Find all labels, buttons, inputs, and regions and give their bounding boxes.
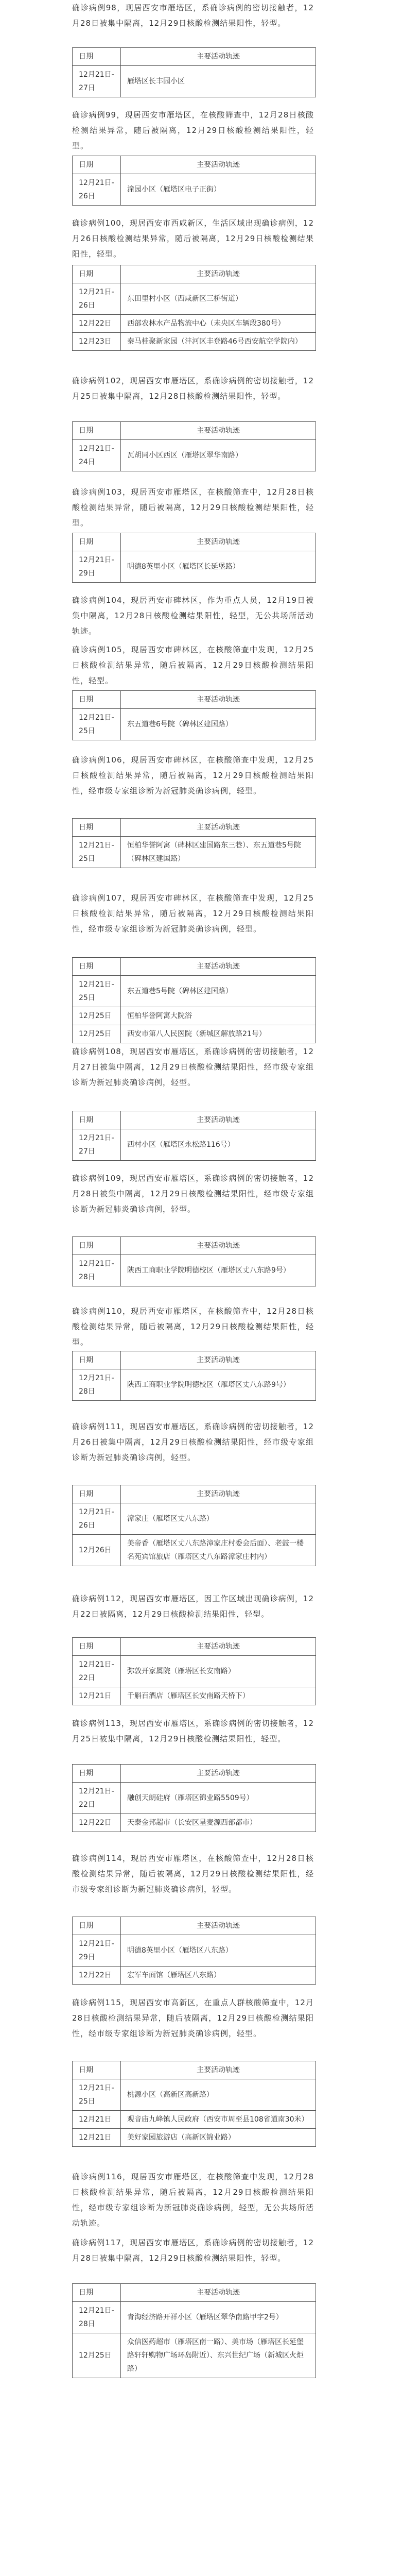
trajectory-table [72,47,316,97]
table-header-row [73,422,316,440]
date-cell: 12月21日 [73,1687,121,1705]
date-cell: 12月25日 [73,1007,121,1025]
case-paragraph: 确诊病例99，现居西安市雁塔区，在核酸筛查中，12月28日核酸检测结果异常，随后被隔离，12月29日核酸检测结果阳性，轻型。 [72,110,314,150]
location-cell: 恒柏华誉阿寓（碑林区建国路东三巷）、东五道巷5号院（碑林区建国路） [121,837,316,868]
header-trajectory: 主要活动轨迹 [121,691,316,709]
location-cell: 明德8英里小区（雁塔区八东路） [121,1935,316,1967]
table-row [73,1369,316,1401]
header-date: 日期 [73,156,121,174]
table-row [73,709,316,740]
trajectory-table [72,1764,316,1832]
date-cell: 12月21日-25日 [73,709,121,740]
case-paragraph: 确诊病例110，现居西安市雁塔区，在核酸筛查中，12月28日核酸检测结果异常，随后被隔离，12月29日核酸检测结果阳性，轻型。 [72,1307,314,1347]
date-cell: 12月21日-22日 [73,1656,121,1687]
trajectory-table [72,533,316,583]
location-cell: 东五道巷5号院（碑林区建国路） [121,976,316,1007]
location-cell: 桃源小区（高新区高新路） [121,2079,316,2111]
header-trajectory: 主要活动轨迹 [121,156,316,174]
table-row [73,2129,316,2147]
table-header-row [73,2061,316,2079]
table-header-row [73,691,316,709]
location-cell: 恒柏华誉阿寓大院浴 [121,1007,316,1025]
date-cell: 12月21日-27日 [73,1129,121,1161]
trajectory-table [72,2283,316,2378]
header-date: 日期 [73,48,121,66]
table-header-row [73,2284,316,2302]
trajectory-table [72,1917,316,1985]
trajectory-table [72,1485,316,1566]
case-paragraph: 确诊病例116，现居西安市雁塔区，在核酸筛查中发现，12月28日核酸检测结果异常，随后被隔离，12月29日核酸检测结果阳性，经市级专家组诊断为新冠肺炎确诊病例，轻型，无公共场所活动轨迹。 [72,2172,314,2228]
date-cell: 12月21日-27日 [73,66,121,97]
table-header-row [73,1351,316,1369]
date-cell: 12月21日-26日 [73,1503,121,1535]
header-trajectory: 主要活动轨迹 [121,533,316,551]
header-date: 日期 [73,1485,121,1503]
table-row [73,551,316,583]
table-header-row [73,1111,316,1129]
date-cell: 12月21日-24日 [73,440,121,471]
table-header-row [73,265,316,283]
header-date: 日期 [73,691,121,709]
location-cell: 陕西工商职业学院明德校区（雁塔区丈八东路9号） [121,1255,316,1286]
table-row [73,1783,316,1814]
location-cell: 弥敦开家属院（雁塔区长安南路） [121,1656,316,1687]
header-date: 日期 [73,1351,121,1369]
table-header-row [73,1917,316,1935]
date-cell: 12月25日 [73,1025,121,1043]
trajectory-table [72,1351,316,1401]
table-header-row [73,1485,316,1503]
header-trajectory: 主要活动轨迹 [121,1917,316,1935]
location-cell: 陕西工商职业学院明德校区（雁塔区丈八东路9号） [121,1369,316,1401]
date-cell: 12月22日 [73,1967,121,1985]
date-cell: 12月25日 [73,2333,121,2378]
header-date: 日期 [73,422,121,440]
header-trajectory: 主要活动轨迹 [121,1765,316,1783]
date-cell: 12月21日-25日 [73,976,121,1007]
trajectory-table [72,265,316,351]
location-cell: 美好家园旅游店（高新区锦业路） [121,2129,316,2147]
date-cell: 12月21日 [73,2111,121,2129]
header-date: 日期 [73,1917,121,1935]
header-date: 日期 [73,819,121,837]
table-row [73,1687,316,1705]
table-header-row [73,819,316,837]
table-row [73,440,316,471]
case-paragraph: 确诊病例112，现居西安市雁塔区，因工作区域出现确诊病例，12月22日被隔离，12月29日核酸检测结果阳性，轻型。 [72,1594,314,1619]
table-row [73,1814,316,1832]
header-date: 日期 [73,1237,121,1255]
header-date: 日期 [73,1765,121,1783]
location-cell: 秦马桂聚新家园（沣河区丰登路46号西安航空学院内） [121,333,316,351]
date-cell: 12月21日-25日 [73,2079,121,2111]
location-cell: 东五道巷6号院（碑林区建国路） [121,709,316,740]
case-paragraph: 确诊病例108，现居西安市雁塔区，系确诊病例的密切接触者，12月27日被集中隔离，12月29日核酸检测结果阳性，经市级专家组诊断为新冠肺炎确诊病例，轻型。 [72,1047,314,1087]
header-trajectory: 主要活动轨迹 [121,819,316,837]
header-trajectory: 主要活动轨迹 [121,422,316,440]
location-cell: 融创天朗硅府（雁塔区锦业路5509号） [121,1783,316,1814]
trajectory-table [72,690,316,740]
trajectory-table [72,1236,316,1286]
table-header-row [73,48,316,66]
case-paragraph: 确诊病例106，现居西安市碑林区，在核酸筛查中发现，12月25日核酸检测结果异常，随后被隔离，12月29日核酸检测结果阳性，经市级专家组诊断为新冠肺炎确诊病例，轻型。 [72,755,314,795]
header-date: 日期 [73,2284,121,2302]
table-row [73,315,316,333]
table-row [73,1656,316,1687]
case-paragraph: 确诊病例117，现居西安市雁塔区，系确诊病例的密切接触者，12月28日被集中隔离，12月29日核酸检测结果阳性，轻型。 [72,2238,314,2263]
date-cell: 12月21日-26日 [73,174,121,206]
header-trajectory: 主要活动轨迹 [121,2061,316,2079]
header-date: 日期 [73,958,121,976]
header-trajectory: 主要活动轨迹 [121,1485,316,1503]
trajectory-table [72,1111,316,1161]
location-cell: 潼园小区（雁塔区电子正街） [121,174,316,206]
case-paragraph: 确诊病例107，现居西安市碑林区，在核酸筛查中发现，12月25日核酸检测结果异常，随后被隔离，12月29日核酸检测结果阳性，经市级专家组诊断为新冠肺炎确诊病例，轻型。 [72,893,314,934]
header-date: 日期 [73,533,121,551]
date-cell: 12月22日 [73,315,121,333]
date-cell: 12月21日-25日 [73,837,121,868]
case-paragraph: 确诊病例115，现居西安市高新区，在重点人群核酸筛查中，12月28日核酸检测结果异常，随后被隔离，12月29日核酸检测结果阳性，经市级专家组诊断为新冠肺炎确诊病例，轻型。 [72,1998,314,2038]
table-header-row [73,533,316,551]
table-row [73,333,316,351]
header-trajectory: 主要活动轨迹 [121,1351,316,1369]
case-paragraph: 确诊病例102，现居西安市雁塔区，系确诊病例的密切接触者，12月25日被集中隔离，12月28日核酸检测结果阳性，轻型。 [72,376,314,401]
table-row [73,174,316,206]
location-cell: 瓦胡同小区西区（雁塔区翠华南路） [121,440,316,471]
header-date: 日期 [73,2061,121,2079]
location-cell: 天泰金邦超市（长安区星麦源西部都市） [121,1814,316,1832]
date-cell: 12月21日-22日 [73,1783,121,1814]
date-cell: 12月21日-29日 [73,551,121,583]
case-paragraph: 确诊病例113，现居西安市雁塔区，系确诊病例的密切接触者，12月25日被集中隔离，12月29日核酸检测结果阳性，轻型。 [72,1719,314,1743]
table-row [73,1535,316,1566]
location-cell: 千斛百酒店（雁塔区长安南路天桥下） [121,1687,316,1705]
trajectory-table [72,957,316,1043]
date-cell: 12月21日-28日 [73,2302,121,2333]
table-header-row [73,1765,316,1783]
case-paragraph: 确诊病例111，现居西安市雁塔区，系确诊病例的密切接触者，12月26日被集中隔离，12月29日核酸检测结果阳性，经市级专家组诊断为新冠肺炎确诊病例，轻型。 [72,1422,314,1462]
location-cell: 东田里村小区（西咸新区三桥街道） [121,283,316,315]
location-cell: 漳家庄（雁塔区丈八东路） [121,1503,316,1535]
table-header-row [73,1237,316,1255]
location-cell: 西安市第八人民医院（新城区解放路21号） [121,1025,316,1043]
table-header-row [73,1638,316,1656]
table-row [73,1503,316,1535]
case-paragraph: 确诊病例100，现居西安市西咸新区，生活区域出现确诊病例，12月26日核酸检测结果异常，随后被隔离，12月29日核酸检测结果阳性，轻型。 [72,218,314,259]
date-cell: 12月22日 [73,1814,121,1832]
case-paragraph: 确诊病例98，现居西安市雁塔区，系确诊病例的密切接触者，12月28日被集中隔离，12月29日核酸检测结果阳性，轻型。 [72,3,314,28]
header-trajectory: 主要活动轨迹 [121,1111,316,1129]
location-cell: 众信医药超市（雁塔区南一路）、美市场（雁塔区长延堡路轩轩购物广场环岛附近）、东兴世纪广场（新城区火炬路） [121,2333,316,2378]
date-cell: 12月21日-29日 [73,1935,121,1967]
case-paragraph: 确诊病例105，现居西安市碑林区，在核酸筛查中发现，12月25日核酸检测结果异常，随后被隔离，12月29日核酸检测结果阳性，轻型。 [72,645,314,685]
header-trajectory: 主要活动轨迹 [121,1638,316,1656]
header-trajectory: 主要活动轨迹 [121,265,316,283]
table-header-row [73,156,316,174]
trajectory-table [72,818,316,868]
table-row [73,1025,316,1043]
table-row [73,1255,316,1286]
location-cell: 观音庙九峰镇人民政府（西安市周至县108省道南30米） [121,2111,316,2129]
table-row [73,2079,316,2111]
case-paragraph: 确诊病例104，现居西安市碑林区，作为重点人员，12月19日被集中隔离，12月28日核酸检测结果阳性，轻型，无公共场所活动轨迹。 [72,596,314,636]
header-date: 日期 [73,1638,121,1656]
trajectory-table [72,156,316,206]
table-row [73,283,316,315]
date-cell: 12月21日-28日 [73,1369,121,1401]
table-row [73,2333,316,2378]
table-row [73,1967,316,1985]
table-row [73,66,316,97]
table-row [73,837,316,868]
table-row [73,976,316,1007]
table-row [73,2111,316,2129]
header-trajectory: 主要活动轨迹 [121,958,316,976]
table-row [73,1129,316,1161]
location-cell: 明德8英里小区（雁塔区长延堡路） [121,551,316,583]
case-paragraph: 确诊病例109，现居西安市雁塔区，系确诊病例的密切接触者，12月28日被集中隔离，12月29日核酸检测结果阳性，经市级专家组诊断为新冠肺炎确诊病例，轻型。 [72,1174,314,1214]
header-trajectory: 主要活动轨迹 [121,2284,316,2302]
header-trajectory: 主要活动轨迹 [121,1237,316,1255]
date-cell: 12月21日 [73,2129,121,2147]
location-cell: 宏军车面馆（雁塔区八东路） [121,1967,316,1985]
trajectory-table [72,2061,316,2147]
date-cell: 12月26日 [73,1535,121,1566]
case-paragraph: 确诊病例114，现居西安市雁塔区，在核酸筛查中，12月28日核酸检测结果异常，随后被隔离，12月29日核酸检测结果阳性，经市级专家组诊断为新冠肺炎确诊病例，轻型。 [72,1854,314,1894]
location-cell: 雁塔区长丰园小区 [121,66,316,97]
trajectory-table [72,1637,316,1705]
location-cell: 西村小区（雁塔区永松路116号） [121,1129,316,1161]
location-cell: 西部农林水产品物流中心（未央区车辆段380号） [121,315,316,333]
table-row [73,1007,316,1025]
date-cell: 12月21日-26日 [73,283,121,315]
header-trajectory: 主要活动轨迹 [121,48,316,66]
table-header-row [73,958,316,976]
case-paragraph: 确诊病例103，现居西安市雁塔区，在核酸筛查中，12月28日核酸检测结果异常，随后被隔离，12月29日核酸检测结果阳性，轻型。 [72,487,314,528]
table-row [73,2302,316,2333]
header-date: 日期 [73,1111,121,1129]
header-date: 日期 [73,265,121,283]
location-cell: 美帝香（雁塔区丈八东路漳家庄村委会后面）、老鼓一楼名苑宾馆旅店（雁塔区丈八东路漳家庄村内） [121,1535,316,1566]
table-row [73,1935,316,1967]
date-cell: 12月21日-28日 [73,1255,121,1286]
trajectory-table [72,421,316,471]
date-cell: 12月23日 [73,333,121,351]
location-cell: 青海经济路开祥小区（雁塔区翠华南路甲字2号） [121,2302,316,2333]
